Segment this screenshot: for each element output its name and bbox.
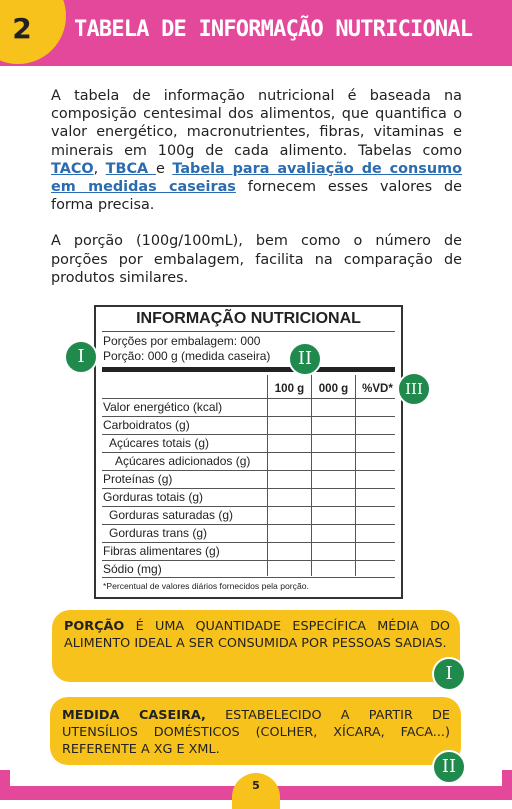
definition-box-porcao [52,610,460,682]
header-bar [0,0,512,66]
nutrition-label-title: INFORMAÇÃO NUTRICIONAL [136,310,361,327]
marker-iii-circle [397,372,431,406]
row-label: Gorduras totais (g) [103,490,204,504]
row-label: Sódio (mg) [103,562,162,576]
table-row [102,488,395,507]
divider [102,577,395,578]
table-row [102,524,395,543]
marker-label: I [77,346,85,367]
separator: , [93,160,106,177]
intro-paragraph-1 [51,87,462,214]
section-number: 2 [12,12,32,45]
marker-label: I [445,663,453,684]
table-row [102,416,395,435]
row-label: Fibras alimentares (g) [103,544,220,558]
definition-text: É UMA QUANTIDADE ESPECÍFICA MÉDIA DO ALIMENTO IDEAL A SER CONSUMIDA POR PESSOAS SADIAS. [64,619,450,651]
term-porcao: PORÇÃO [64,619,125,634]
marker-i-circle [64,340,98,374]
portion-size: Porção: 000 g (medida caseira) [103,349,271,363]
table-row [102,542,395,561]
link-taco[interactable]: TACO [51,160,94,177]
marker-ii-circle [288,342,322,376]
link-tabela-medidas-caseiras[interactable]: Tabela para avaliação de consumo em medidas caseiras [51,160,462,196]
page-title: TABELA DE INFORMAÇÃO NUTRICIONAL [74,17,473,42]
row-label: Proteínas (g) [103,472,173,486]
intro-text [51,87,462,305]
page-number: 5 [252,779,260,792]
row-label: Açúcares totais (g) [109,436,210,450]
intro-text-part: fornecem esses valores de forma precisa. [51,179,462,214]
intro-paragraph-2: A porção (100g/100mL), bem como o número de porções por embalagem, facilita na comparação de produtos similares. [51,233,462,286]
table-row [102,434,395,453]
row-label: Carboidratos (g) [103,418,190,432]
definition-box-medida-caseira [50,697,461,765]
label-footnote: *Percentual de valores diários fornecidos pela porção. [103,581,309,591]
column-header-vd: %VD* [362,383,393,395]
nutrition-label [94,305,403,599]
column-header-100g: 100 g [274,383,305,395]
table-row [102,470,395,489]
link-tbca[interactable]: TBCA [105,160,157,177]
table-row [102,506,395,525]
marker-label: II [441,756,457,777]
thick-divider [102,367,395,372]
divider [102,331,395,332]
table-row [102,452,395,471]
row-label: Gorduras trans (g) [109,526,208,540]
row-label: Açúcares adicionados (g) [115,454,251,468]
intro-text-part: A tabela de informação nutricional é baseada na composição centesimal dos alimentos, que quantifica o valor energético, macronutrientes, fibras, vitaminas e minerais em 100g de cada alimento. Tabelas como [51,88,462,159]
table-row [102,398,395,417]
definition-medida-caseira [62,707,450,758]
marker-i-circle [432,657,466,691]
servings-per-package: Porções por embalagem: 000 [103,334,261,348]
marker-ii-circle [432,750,466,784]
term-medida-caseira: MEDIDA CASEIRA, [62,708,206,723]
row-label: Gorduras saturadas (g) [109,508,234,522]
column-header-portion: 000 g [318,383,349,395]
separator: e [156,160,173,177]
row-label: Valor energético (kcal) [103,400,223,414]
marker-label: II [297,348,313,369]
marker-label: III [405,380,423,398]
definition-text: ESTABELECIDO A PARTIR DE UTENSÍLIOS DOMÉSTICOS (COLHER, XÍCARA, FACA...) REFERENTE A XG E XML. [62,708,450,757]
definition-porcao [64,618,450,652]
